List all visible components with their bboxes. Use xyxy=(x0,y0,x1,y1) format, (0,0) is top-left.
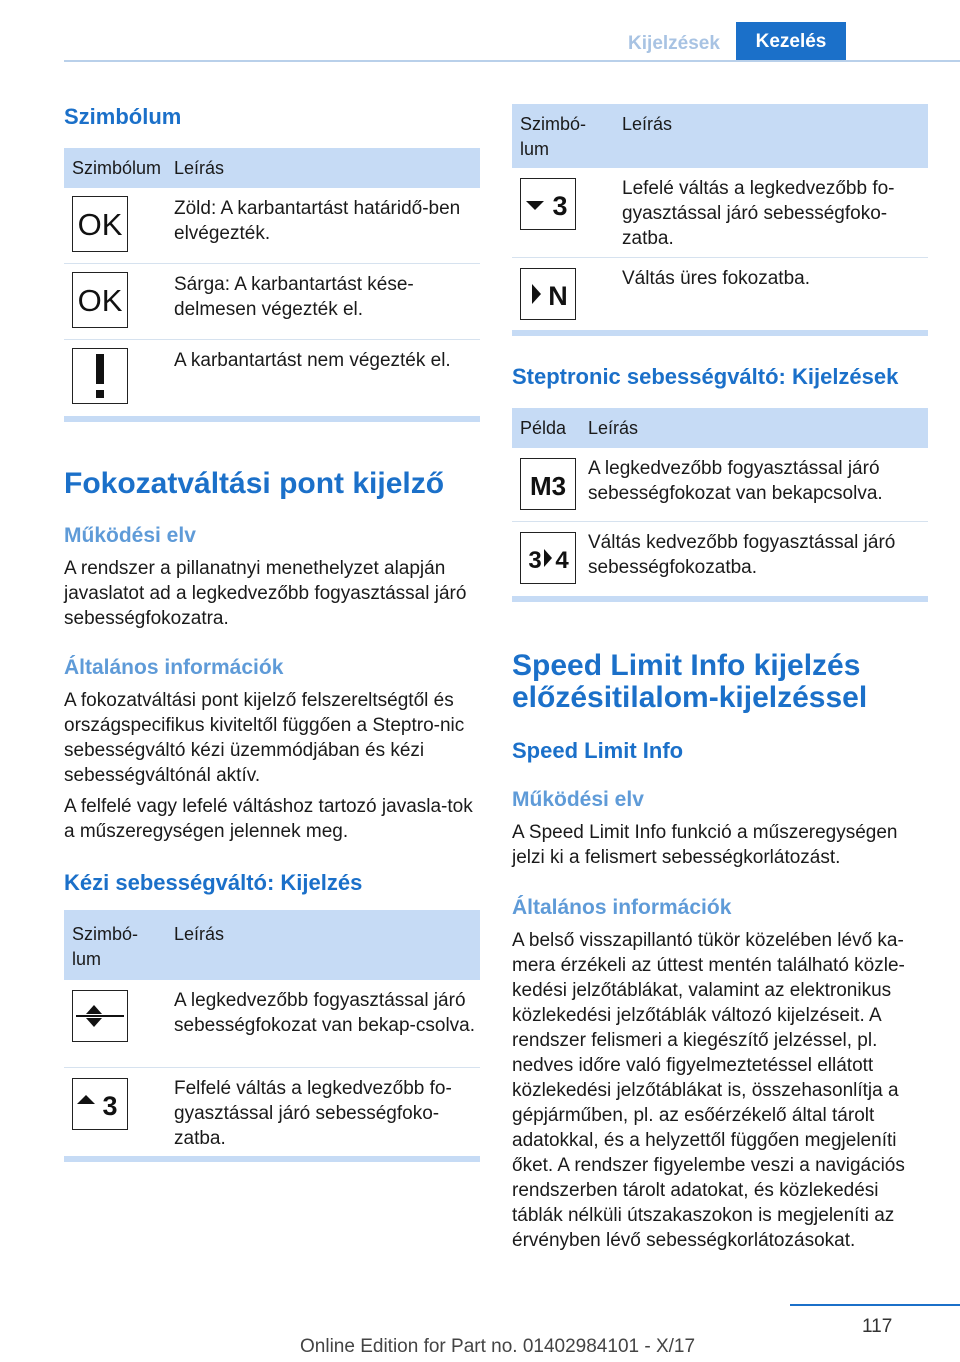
subtitle-steptronic: Steptronic sebességváltó: Kijelzések xyxy=(512,364,899,389)
manual-gear-table xyxy=(64,910,480,1162)
upshift-3-icon xyxy=(72,1078,128,1130)
footer-rule xyxy=(790,1304,960,1306)
ok-green-icon xyxy=(72,196,128,252)
steptronic-table xyxy=(512,408,928,602)
subtitle-altalanos-2: Általános információk xyxy=(512,896,732,919)
symbol-table xyxy=(64,148,480,422)
table-row xyxy=(64,1068,480,1156)
table-row xyxy=(512,258,928,330)
row-description: Felfelé váltás a legkedvezőbb fo-gyasztással járó sebességfoko-zatba. xyxy=(174,1078,452,1149)
header-cell-description: Leírás xyxy=(174,924,225,944)
svg-text:4: 4 xyxy=(555,547,569,574)
table-end-rule xyxy=(512,330,928,336)
header-cell-symbol: Szimbólum xyxy=(72,157,162,178)
header-cell-example: Példa xyxy=(520,417,567,438)
page-number: 117 xyxy=(862,1316,893,1337)
edition-footer: Online Edition for Part no. 01402984101 - X/17 xyxy=(300,1336,696,1357)
svg-text:N: N xyxy=(548,281,568,311)
table-row xyxy=(512,168,928,258)
table-header xyxy=(512,104,928,168)
header-cell-description: Leírás xyxy=(174,157,225,178)
table-end-rule xyxy=(512,596,928,602)
subtitle-kezi-sebessegvalto: Kézi sebességváltó: Kijelzés xyxy=(64,870,363,895)
downshift-3-icon xyxy=(520,178,576,230)
svg-text:M3: M3 xyxy=(529,471,567,501)
ok-yellow-icon xyxy=(72,272,128,328)
row-description: A legkedvezőbb fogyasztással járó sebességfokozat van bekap-csolva. xyxy=(174,990,476,1036)
header-cell-symbol: Szimbó-lum xyxy=(520,114,587,159)
header-cell-description: Leírás xyxy=(588,417,639,438)
symbol-section-title: Szimbólum xyxy=(64,104,182,129)
table-header xyxy=(64,148,480,188)
svg-text:OK: OK xyxy=(77,285,123,315)
table-header xyxy=(64,910,480,980)
paragraph-mukodesi-2: A Speed Limit Info funkció a műszeregységen jelzi ki a felismert sebességkorlátozást. xyxy=(512,822,898,868)
svg-text:3: 3 xyxy=(552,191,568,221)
paragraph-mukodesi: A rendszer a pillanatnyi menethelyzet alapján javaslatot ad a legkedvezőbb fogyasztással járó sebességfokozatra. xyxy=(64,558,467,629)
row-description: Zöld: A karbantartást határidő-ben elvégezték. xyxy=(174,198,461,244)
shift-neutral-icon xyxy=(520,268,576,320)
paragraph-altalanos-3: A belső visszapillantó tükör közelében lévő ka-mera érzékeli az úttest mentén található közle-kedési jelzőtáblákat, valamint az elektronikus közlekedési jelzőtáblák változó kijelzéseit. A rendszer felismeri a kiegészítő jelzéssel, pl. nedves időre való figyelmeztetéssel ellátott közlekedési jelzőtáblákat is, összehasonlítja a gépjárműben, pl. az esőérzékelő által tárolt adatokkal, és a helyzettől függően megjeleníti őket. A rendszer figyelembe veszi a navigációs rendszerben tárolt adatokat, és közlekedési táblák nélküli útszakaszokon is megjeleníti az érvényben lévő sebességkorlátozásokat. xyxy=(512,930,905,1251)
svg-text:3: 3 xyxy=(102,1091,118,1121)
row-description: A legkedvezőbb fogyasztással járó sebességfokozat van bekapcsolva. xyxy=(588,458,883,504)
paragraph-altalanos-1: A fokozatváltási pont kijelző felszereltségtől és országspecifikus kiviteltől függően a Steptro-nic sebességváltó kézi üzemmódjában és kézi sebességváltónál aktív. xyxy=(64,690,465,786)
table-end-rule xyxy=(64,1156,480,1162)
table-row xyxy=(64,264,480,340)
row-description: Lefelé váltás a legkedvezőbb fo-gyasztással járó sebességfoko-zatba. xyxy=(622,178,895,249)
table-header xyxy=(512,408,928,448)
row-description: A karbantartást nem végezték el. xyxy=(174,350,451,371)
row-description: Sárga: A karbantartást kése-delmesen végezték el. xyxy=(174,274,414,320)
up-down-arrow-icon xyxy=(72,990,128,1042)
exclamation-icon xyxy=(72,348,128,404)
table-row xyxy=(64,188,480,264)
table-row xyxy=(64,340,480,416)
header-cell-description: Leírás xyxy=(622,114,673,134)
subtitle-mukodesi-elv: Működési elv xyxy=(64,524,196,547)
header-rule xyxy=(64,60,960,62)
table-row xyxy=(512,448,928,522)
table-row xyxy=(512,522,928,596)
table-row xyxy=(64,980,480,1068)
subtitle-mukodesi-elv-2: Működési elv xyxy=(512,788,644,811)
tab-kijelzesek[interactable]: Kijelzések xyxy=(628,33,720,54)
subtitle-speed-limit-info: Speed Limit Info xyxy=(512,738,684,763)
svg-text:3: 3 xyxy=(528,547,542,574)
manual-gear-table-continued xyxy=(512,104,928,336)
shift-3-to-4-icon xyxy=(520,532,576,584)
section-title-gear-shift-indicator: Fokozatváltási pont kijelző xyxy=(64,467,445,500)
m3-icon xyxy=(520,458,576,510)
table-end-rule xyxy=(64,416,480,422)
paragraph-altalanos-2: A felfelé vagy lefelé váltáshoz tartozó javasla-tok a műszeregységen jelennek meg. xyxy=(64,796,473,842)
header-cell-symbol: Szimbó-lum xyxy=(72,924,139,969)
section-title-speed-limit-info: Speed Limit Info kijelzés előzésitilalom-kijelzéssel xyxy=(512,649,868,714)
svg-text:OK: OK xyxy=(77,209,123,239)
row-description: Váltás kedvezőbb fogyasztással járó sebességfokozatba. xyxy=(588,532,896,578)
tab-kezeles[interactable]: Kezelés xyxy=(736,22,846,62)
subtitle-altalanos: Általános információk xyxy=(64,656,284,679)
row-description: Váltás üres fokozatba. xyxy=(622,268,810,289)
